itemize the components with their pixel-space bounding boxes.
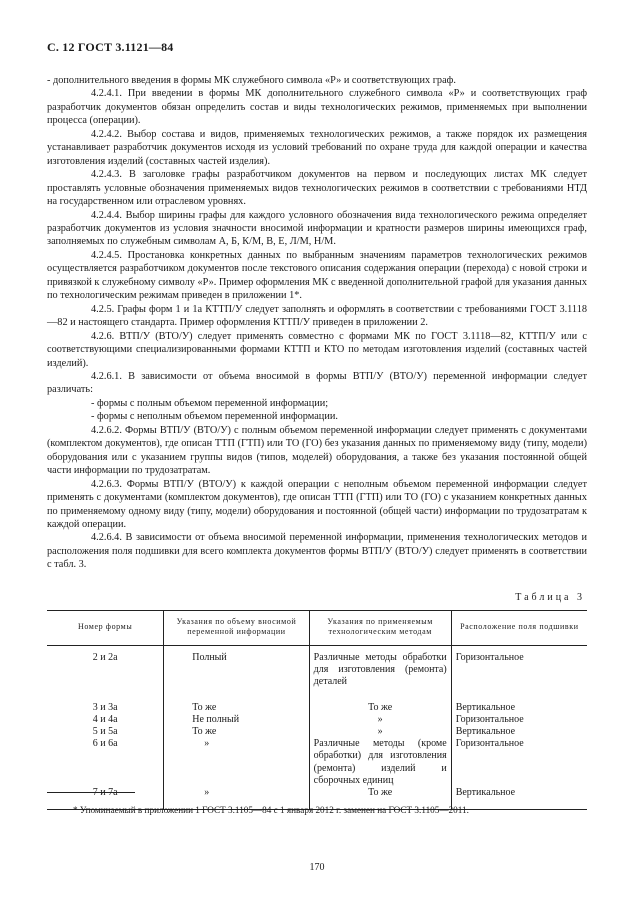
table-cell: 7 и 7а	[47, 787, 164, 810]
table-cell: »	[309, 714, 451, 726]
list-item: - формы с полным объемом переменной информации;	[91, 397, 329, 409]
paragraph: 4.2.4.4. Выбор ширины графы для каждого условного обозначения вида технологического режима определяет разработчик документов из условия значности вносимой информации и кратности размеров ширины имеющихся граф, заполняемых по служебным символам А, Б, К/М, В, Е, Л/М, Н/М.	[47, 209, 587, 248]
table-3	[47, 610, 587, 810]
paragraph: 4.2.6.1. В зависимости от объема вносимой в формы ВТП/У (ВТО/У) переменной информации следует различать:	[47, 370, 587, 396]
list-item: - формы с неполным объемом переменной информации.	[91, 411, 338, 423]
paragraph: 4.2.5. Графы форм 1 и 1а КТТП/У следует заполнять и оформлять в соответствии с требованиями ГОСТ 3.1118—82 и настоящего стандарта. Пример оформления КТТП/У приведен в приложении 2.	[47, 303, 587, 329]
column-header: Указания по объему вносимой переменной информации	[164, 611, 309, 646]
document-body	[47, 74, 587, 572]
table-row	[47, 646, 587, 689]
footnote: * Упоминаемый в приложении 1 ГОСТ 3.1105—84 с 1 января 2012 г. заменен на ГОСТ 3.1105—2011.	[73, 805, 469, 815]
paragraph: 4.2.4.3. В заголовке графы разработчиком документов на первом и последующих листах МК следует проставлять условные обозначения применяемых видов технологических режимов в соответствии с требованиями НТД на государственном или отраслевом уровнях.	[47, 169, 587, 208]
table-cell: То же	[309, 787, 451, 810]
table-spacer	[47, 689, 587, 702]
cell-text: »	[204, 787, 210, 799]
footnote-divider	[47, 792, 135, 793]
paragraph: - дополнительного введения в формы МК служебного символа «Р» и соответствующих граф.	[47, 75, 456, 86]
table-cell: »	[309, 726, 451, 738]
column-header: Номер формы	[47, 611, 164, 646]
table-row	[47, 714, 587, 726]
paragraph: 4.2.6.2. Формы ВТП/У (ВТО/У) с полным объемом переменной информации следует применять с документами (комплектом документов), где описан ТТП (ГТП) или ТО (ГО) без указания данных по применяемому виду (типу, модели) оборудования или с указанием группы видов (типов, моделей) оборудования, а также без указания постоянной общей части информации по трудозатратам.	[47, 424, 587, 477]
cell-text: »	[204, 738, 210, 750]
table-row	[47, 738, 587, 787]
paragraph: 4.2.4.5. Простановка конкретных данных по выбранным значениям параметров технологических режимов осуществляется разработчиком документов после текстового описания содержания операции (перехода) с новой строки и привязкой к служебному символу «Р». Пример оформления МК с введенной дополнительной графой для указания данных по технологическим режимам приведен в приложении 1*.	[47, 249, 587, 302]
paragraph: 4.2.4.1. При введении в формы МК дополнительного служебного символа «Р» и соответствующих граф разработчик документов обязан определить состав и виды технологических режимов, применяемых при выполнении процесса (операции).	[47, 88, 587, 127]
table-cell	[164, 726, 309, 738]
table-cell: Горизонтальное	[451, 738, 587, 787]
column-header: Указания по применяемым технологическим методам	[309, 611, 451, 646]
column-header: Расположение поля подшивки	[451, 611, 587, 646]
paragraph: 4.2.4.2. Выбор состава и видов, применяемых технологических режимов, а также порядок их размещения устанавливает разработчик документов исходя из условий требований по охране труда для каждой операции и качества изготовления изделий (составных частей изделия).	[47, 128, 587, 167]
table-cell: 6 и 6а	[92, 738, 118, 750]
table-cell: Вертикальное	[451, 726, 587, 738]
paragraph: 4.2.6. ВТП/У (ВТО/У) следует применять совместно с формами МК по ГОСТ 3.1118—82, КТТП/У или с соответствующими специализированными формами КТТП и КТО по методам изготовления изделий (составных частей изделий).	[47, 330, 587, 369]
cell-text: Не полный	[192, 713, 240, 725]
table-row	[47, 702, 587, 714]
table-cell	[164, 714, 309, 726]
table-row	[47, 726, 587, 738]
table-cell: Различные методы (кроме обработки) для изготовления (ремонта) изделий и сборочных единиц	[309, 738, 451, 787]
cell-text: То же	[192, 726, 217, 738]
table-cell: 4 и 4а	[92, 713, 118, 725]
table-cell: Различные методы обработки для изготовления (ремонта) деталей	[309, 646, 451, 689]
page-number: 170	[309, 862, 325, 873]
paragraph: 4.2.6.3. Формы ВТП/У (ВТО/У) к каждой операции с неполным объемом переменной информации следует применять с документами (комплектом документов), где описан ТТП (ГТП) или ТО (ГО) с указанием конкретных данных по применяемому одному виду (типу, модели) оборудования и постоянной (общей части) информации по трудозатратам к каждой операции.	[47, 478, 587, 530]
page-header: С. 12 ГОСТ 3.1121—84	[47, 40, 174, 54]
cell-text: Полный	[192, 652, 227, 663]
table-cell: Вертикальное	[451, 702, 587, 714]
paragraph: 4.2.6.4. В зависимости от объема вносимой переменной информации, применения технологических методов и расположения поля подшивки для всего комплекта документов формы ВТП/У (ВТО/У) следует применять в соответствии с табл. 3.	[47, 532, 587, 571]
table-cell: Вертикальное	[451, 787, 587, 810]
cell-text: То же	[192, 701, 217, 713]
table-cell	[164, 738, 309, 787]
table-header-row	[47, 611, 587, 646]
table-cell: Горизонтальное	[451, 714, 587, 726]
table-caption: Таблица 3	[515, 592, 585, 603]
table-cell: Горизонтальное	[451, 646, 587, 689]
table-cell: То же	[309, 702, 451, 714]
table-cell	[164, 646, 309, 689]
table-cell: 5 и 5а	[92, 726, 118, 738]
table-cell	[164, 702, 309, 714]
table-cell: 3 и 3а	[92, 701, 118, 713]
table-cell: 2 и 2а	[92, 652, 118, 663]
